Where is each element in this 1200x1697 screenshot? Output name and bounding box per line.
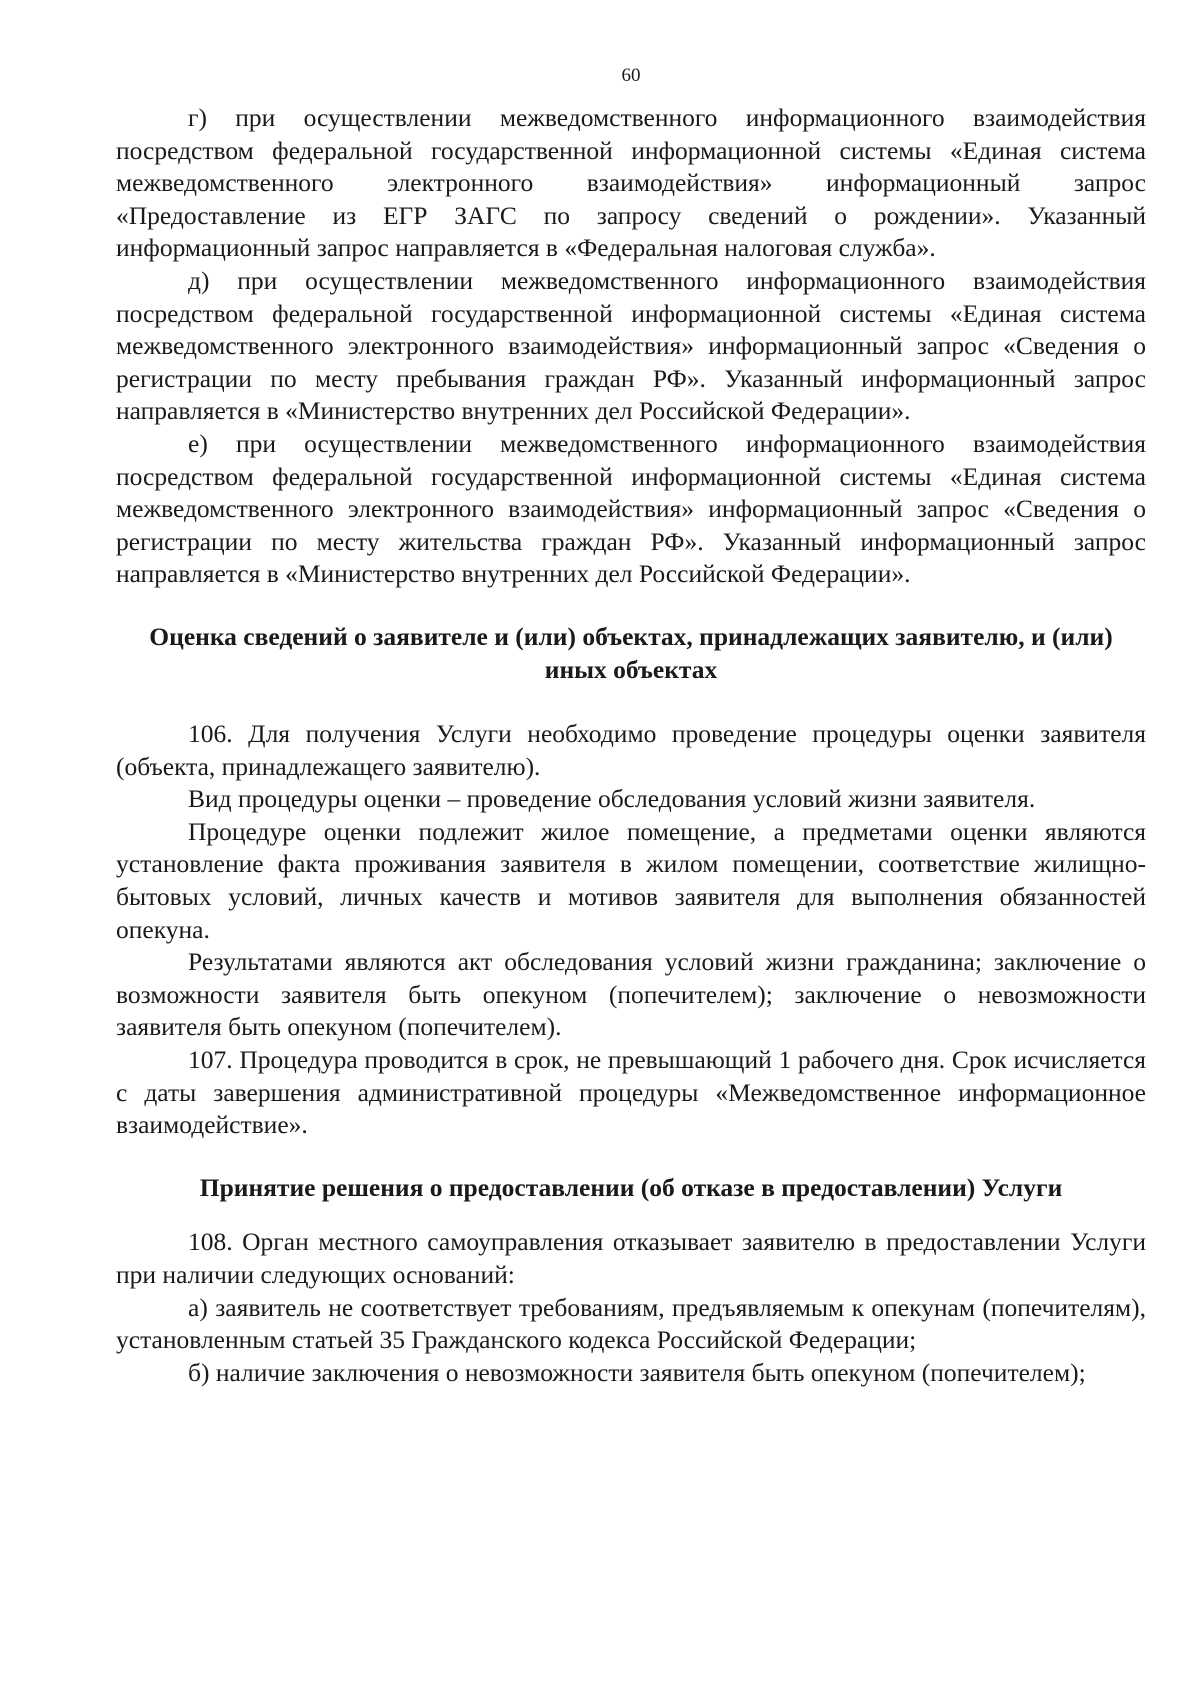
document-page [116,64,1146,1389]
paragraph-107: 107. Процедура проводится в срок, не превышающий 1 рабочего дня. Срок исчисляется с даты завершения административной процедуры «Межведомственное информационное взаимодействие». [116,1045,1146,1140]
paragraph-108-b: б) наличие заключения о невозможности заявителя быть опекуном (попечителем); [188,1357,1086,1387]
paragraph-g: г) при осуществлении межведомственного информационного взаимодействия посредством федеральной государственной информационной системы «Единая система межведомственного электронного взаимодействия» информационный запрос «Предоставление из ЕГР ЗАГС по запросу сведений о рождении». Указанный информационный запрос направляется в «Федеральная налоговая служба». [116,103,1146,263]
paragraph-108: 108. Орган местного самоуправления отказывает заявителю в предоставлении Услуги при наличии следующих оснований: [116,1227,1146,1289]
section-heading-decision: Принятие решения о предоставлении (об отказе в предоставлении) Услуги [199,1172,1063,1202]
paragraph-d: д) при осуществлении межведомственного информационного взаимодействия посредством федеральной государственной информационной системы «Единая система межведомственного электронного взаимодействия» информационный запрос «Сведения о регистрации по месту пребывания граждан РФ». Указанный информационный запрос направляется в «Министерство внутренних дел Российской Федерации». [116,265,1146,426]
paragraph-assessment-subject: Процедуре оценки подлежит жилое помещение, а предметами оценки являются установление факта проживания заявителя в жилом помещении, соответствие жилищно-бытовых условий, личных качеств и мотивов заявителя для выполнения обязанностей опекуна. [116,816,1146,944]
paragraph-e: е) при осуществлении межведомственного информационного взаимодействия посредством федеральной государственной информационной системы «Единая система межведомственного электронного взаимодействия» информационный запрос «Сведения о регистрации по месту жительства граждан РФ». Указанный информационный запрос направляется в «Министерство внутренних дел Российской Федерации». [116,428,1146,589]
paragraph-results: Результатами являются акт обследования условий жизни гражданина; заключение о возможности заявителя быть опекуном (попечителем); заключение о невозможности заявителя быть опекуном (попечителем). [116,947,1146,1042]
section-heading-assessment: Оценка сведений о заявителе и (или) объектах, принадлежащих заявителю, и (или) иных объектах [149,621,1113,684]
paragraph-106: 106. Для получения Услуги необходимо проведение процедуры оценки заявителя (объекта, принадлежащего заявителю). [116,719,1146,781]
page-number: 60 [621,65,641,86]
paragraph-procedure-type: Вид процедуры оценки – проведение обследования условий жизни заявителя. [188,784,1036,814]
paragraph-108-a: а) заявитель не соответствует требованиям, предъявляемым к опекунам (попечителям), установленным статьей 35 Гражданского кодекса Российской Федерации; [116,1292,1146,1355]
